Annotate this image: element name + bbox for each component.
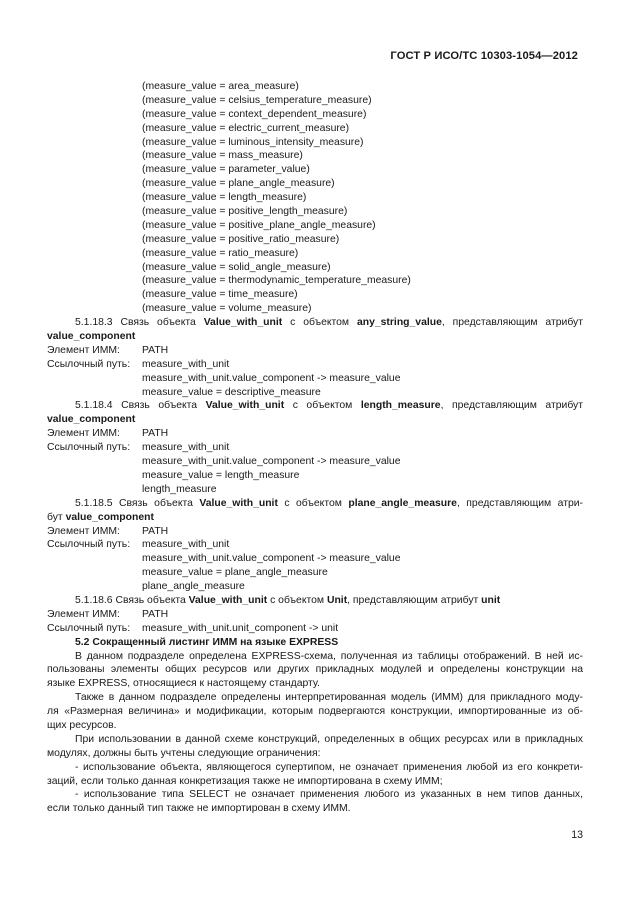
list-item: (measure_value = time_measure) — [142, 289, 298, 301]
list-item: (measure_value = plane_angle_measure) — [142, 178, 335, 190]
heading-text: , представляющим атрибут — [441, 317, 584, 329]
list-item: (measure_value = luminous_intensity_measure) — [142, 136, 364, 148]
section-5-2 — [47, 636, 583, 817]
heading-text: бут — [47, 511, 66, 523]
aim-element-row — [47, 344, 583, 358]
paragraph-line: модулях, должны быть учтены следующие ограничения: — [47, 747, 321, 759]
aim-element-row — [47, 525, 583, 539]
row-label: Элемент ИММ: — [47, 428, 120, 440]
row-label: Элемент ИММ: — [47, 344, 120, 356]
attribute-text: value_component — [65, 511, 154, 523]
row-label: Ссылочный путь: — [47, 539, 131, 551]
measure-value-list — [47, 80, 583, 316]
paragraph-line: языке EXPRESS, относящиеся к настоящему стандарту. — [47, 678, 320, 690]
attribute-name — [47, 511, 583, 525]
row-value: measure_with_unit — [142, 442, 230, 454]
heading-text: с объектом — [277, 497, 349, 509]
heading-text: с объектом — [267, 594, 327, 606]
heading-text: 5.1.18.3 Связь объекта — [75, 317, 204, 329]
heading-text: 5.1.18.4 Связь объекта — [75, 400, 206, 412]
section-title — [47, 636, 583, 650]
aim-element-row — [47, 608, 583, 622]
document-header: ГОСТ Р ИСО/ТС 10303-1054—2012 — [390, 50, 578, 62]
attribute-text: value_component — [47, 414, 136, 426]
reference-path-row — [47, 622, 583, 636]
section-heading-line — [47, 497, 583, 511]
paragraph-line: - использование типа SELECT не означает применения любого из указанных в нем типов данных, — [75, 789, 583, 801]
list-item: (measure_value = positive_plane_angle_measure) — [142, 219, 376, 231]
reference-path-row — [47, 538, 583, 552]
list-item: (measure_value = volume_measure) — [142, 303, 312, 315]
entity-name: length_measure — [360, 400, 441, 412]
path-line: plane_angle_measure — [142, 581, 245, 593]
paragraph — [47, 761, 583, 789]
path-line: measure_value = length_measure — [142, 469, 300, 481]
paragraph-line: заций, если только данная конкретизация также не импортирована в схему ИММ; — [47, 775, 443, 787]
section-5-1-18-4 — [47, 399, 583, 496]
row-label: Ссылочный путь: — [47, 622, 131, 634]
row-value: measure_with_unit.unit_component -> unit — [142, 622, 339, 634]
section-heading-line — [47, 594, 583, 608]
list-item: (measure_value = electric_current_measure) — [142, 122, 350, 134]
section-5-1-18-5 — [47, 497, 583, 594]
list-item: (measure_value = positive_length_measure) — [142, 206, 348, 218]
heading-text: , представляющим атри- — [456, 497, 583, 509]
row-label: Ссылочный путь: — [47, 442, 131, 454]
entity-name: any_string_value — [356, 317, 442, 329]
row-value: PATH — [142, 428, 169, 440]
list-item: (measure_value = celsius_temperature_measure) — [142, 94, 372, 106]
list-item: (measure_value = ratio_measure) — [142, 247, 299, 259]
section-heading-line — [47, 399, 583, 413]
aim-element-row — [47, 427, 583, 441]
entity-name: plane_angle_measure — [348, 497, 457, 509]
path-line: measure_with_unit.value_component -> measure_value — [142, 372, 401, 384]
heading-text: , представляющим атрибут — [440, 400, 583, 412]
row-value: measure_with_unit — [142, 358, 230, 370]
entity-name: Value_with_unit — [203, 317, 283, 329]
row-value: PATH — [142, 608, 169, 620]
path-line: measure_value = plane_angle_measure — [142, 567, 328, 579]
row-value: PATH — [142, 344, 169, 356]
list-item: (measure_value = solid_angle_measure) — [142, 261, 331, 273]
list-item: (measure_value = thermodynamic_temperature_measure) — [142, 275, 411, 287]
entity-name: Value_with_unit — [188, 594, 268, 606]
heading-text: с объектом — [282, 317, 357, 329]
entity-name: Unit — [326, 594, 348, 606]
attribute-name — [47, 413, 583, 427]
attribute-text: unit — [481, 594, 501, 606]
path-line: length_measure — [142, 483, 217, 495]
page-number: 13 — [571, 829, 583, 841]
list-item: (measure_value = positive_ratio_measure) — [142, 233, 340, 245]
section-5-1-18-6 — [47, 594, 583, 636]
heading-text: с объектом — [284, 400, 361, 412]
paragraph-line: - использование объекта, являющегося супертипом, не означает применения любой из его конкрети- — [75, 761, 583, 773]
row-value: measure_with_unit — [142, 539, 230, 551]
path-line: measure_with_unit.value_component -> measure_value — [142, 456, 401, 468]
row-label: Элемент ИММ: — [47, 608, 120, 620]
row-label: Элемент ИММ: — [47, 525, 120, 537]
list-item: (measure_value = area_measure) — [142, 81, 299, 92]
reference-path-row — [47, 358, 583, 372]
heading-text: 5.1.18.6 Связь объекта — [75, 594, 189, 606]
list-item: (measure_value = mass_measure) — [142, 150, 303, 162]
paragraph-line: ля «Размерная величина» и модификации, которым подвергаются конструкции, импортированные из об- — [47, 706, 583, 718]
paragraph-line: пользованы элементы общих ресурсов или других прикладных модулей и определены конструкции на — [47, 664, 583, 676]
reference-path-row — [47, 441, 583, 455]
section-title-text: 5.2 Сокращенный листинг ИММ на языке EXPRESS — [75, 636, 339, 648]
paragraph-line: если только данный тип также не импортирован в схему ИММ. — [47, 803, 351, 815]
paragraph — [47, 650, 583, 692]
path-line: measure_value = descriptive_measure — [142, 386, 321, 398]
document-body — [47, 80, 583, 816]
paragraph — [47, 733, 583, 761]
entity-name: Value_with_unit — [199, 497, 278, 509]
paragraph-line: При использовании в данной схеме конструкций, определенных в общих ресурсах или в прикладных — [75, 733, 583, 745]
paragraph — [47, 788, 583, 816]
paragraph — [47, 691, 583, 733]
section-heading-line — [47, 316, 583, 330]
paragraph-line: щих ресурсов. — [47, 719, 117, 731]
paragraph-line: Также в данном подразделе определены интерпретированная модель (ИММ) для прикладного моду- — [75, 692, 583, 704]
entity-name: Value_with_unit — [205, 400, 285, 412]
row-value: PATH — [142, 525, 169, 537]
path-line: measure_with_unit.value_component -> measure_value — [142, 553, 401, 565]
attribute-name — [47, 330, 583, 344]
attribute-text: value_component — [47, 331, 136, 343]
heading-text: , представляющим атрибут — [347, 594, 482, 606]
list-item: (measure_value = parameter_value) — [142, 164, 310, 176]
section-5-1-18-3 — [47, 316, 583, 399]
list-item: (measure_value = length_measure) — [142, 192, 307, 204]
list-item: (measure_value = context_dependent_measure) — [142, 108, 367, 120]
paragraph-line: В данном подразделе определена EXPRESS-схема, полученная из таблицы отображений. В ней ис- — [75, 650, 583, 662]
row-label: Ссылочный путь: — [47, 358, 131, 370]
heading-text: 5.1.18.5 Связь объекта — [75, 497, 200, 509]
